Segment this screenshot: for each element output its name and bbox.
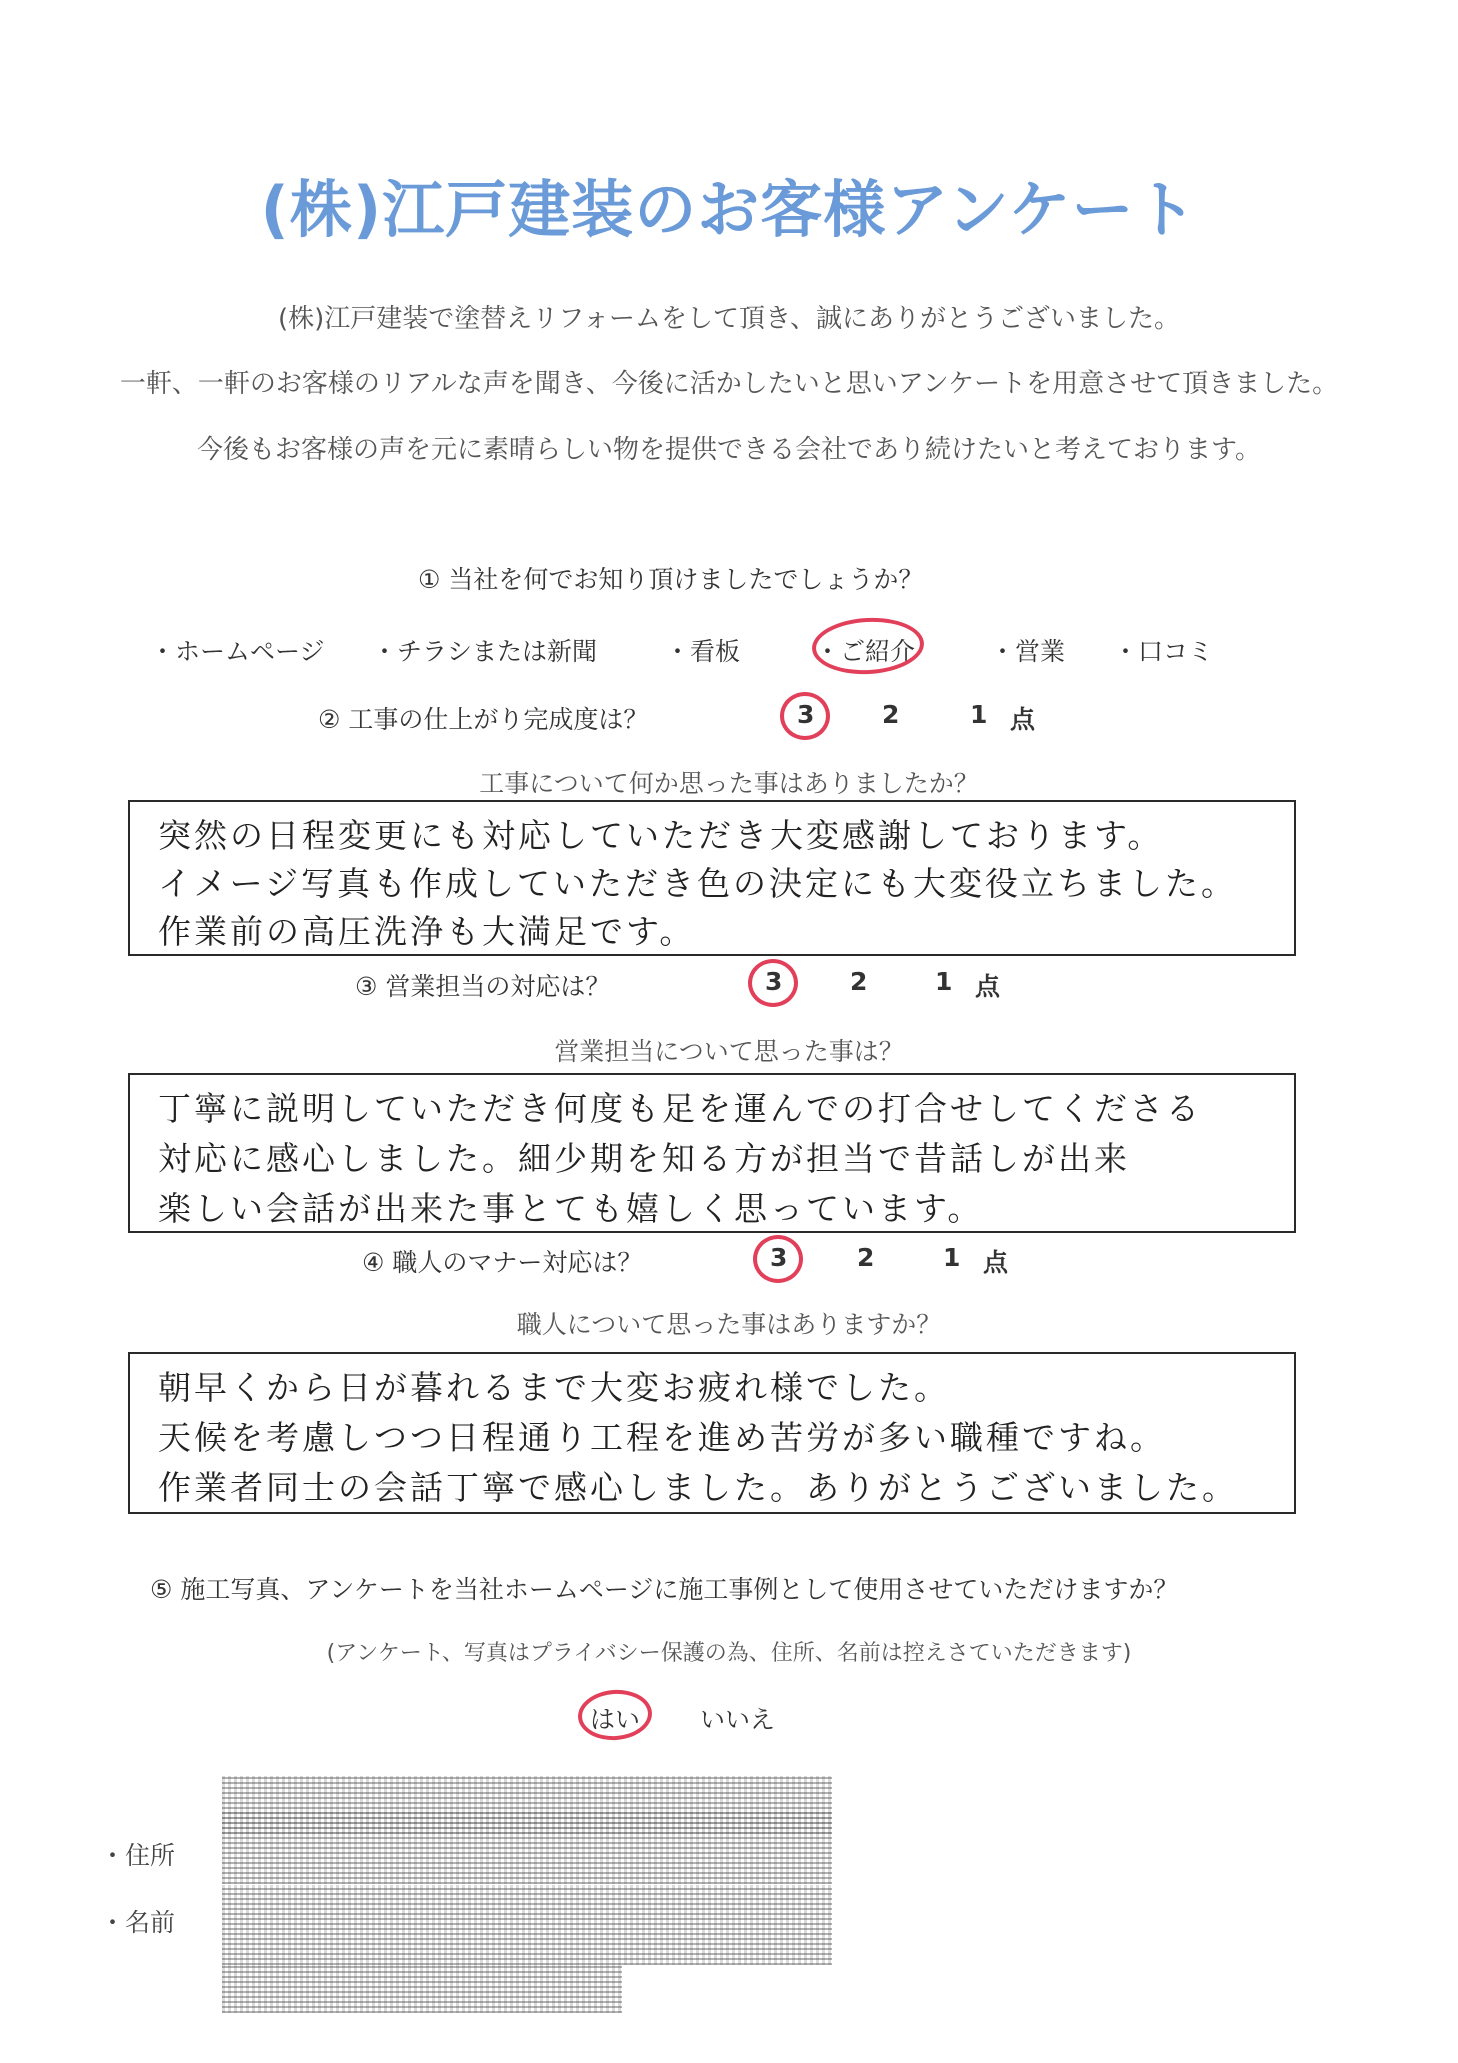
question-2-label: ② 工事の仕上がり完成度は？ [318, 705, 649, 734]
q3-selected-circle [748, 959, 798, 1007]
q3-comment-line-1: 丁寧に説明していただき何度も足を運んでの打合せしてくださる [158, 1089, 1202, 1128]
q4-comment-line-3: 作業者同士の会話丁寧で感心しました。ありがとうございました。 [158, 1468, 1238, 1507]
q5-option-yes[interactable]: はい [590, 1705, 641, 1734]
q2-comment-line-1: 突然の日程変更にも対応していただき大変感謝しております。 [158, 816, 1164, 855]
q4-comment-box [128, 1352, 1296, 1514]
q2-comment-line-2: イメージ写真も作成していただき色の決定にも大変役立ちました。 [158, 864, 1238, 903]
q3-comment-line-2: 対応に感心しました。細少期を知る方が担当で昔話しが出来 [158, 1139, 1130, 1178]
q4-selected-circle [753, 1235, 803, 1283]
q1-option-signboard[interactable]: ・看板 [665, 637, 741, 666]
q2-score-2[interactable]: 2 [882, 700, 900, 729]
intro-line-1: (株)江戸建装で塗替えリフォームをして頂き、誠にありがとうございました。 [278, 304, 1180, 334]
intro-line-3: 今後もお客様の声を元に素晴らしい物を提供できる会社であり続けたいと考えております。 [197, 435, 1261, 465]
q3-comment-line-3: 楽しい会話が出来た事とても嬉しく思っています。 [158, 1189, 984, 1228]
q4-unit: 点 [983, 1248, 1009, 1277]
survey-title: (株)江戸建装のお客様アンケート [260, 173, 1198, 246]
address-label: ・住所 [100, 1841, 176, 1870]
q2-comment-line-3: 作業前の高圧洗浄も大満足です。 [158, 912, 696, 951]
q4-comment-line-1: 朝早くから日が暮れるまで大変お疲れ様でした。 [158, 1368, 950, 1407]
question-1-label: ① 当社を何でお知り頂けましたでしょうか？ [418, 565, 924, 594]
question-5-label: ⑤ 施工写真、アンケートを当社ホームページに施工事例として使用させていただけますか？ [150, 1575, 1179, 1604]
q2-score-3[interactable]: 3 [797, 700, 815, 729]
q1-option-homepage[interactable]: ・ホームページ [150, 637, 325, 666]
q2-comment-prompt: 工事について何か思った事はありましたか？ [479, 769, 979, 798]
q4-comment-prompt: 職人について思った事はありますか？ [516, 1310, 942, 1339]
question-3-label: ③ 営業担当の対応は？ [355, 972, 611, 1001]
q5-selected-circle [576, 1687, 653, 1742]
q1-option-word-of-mouth[interactable]: ・口コミ [1113, 637, 1214, 666]
q2-unit: 点 [1010, 705, 1036, 734]
q4-comment-line-2: 天候を考慮しつつ日程通り工程を進め苦労が多い職種ですね。 [158, 1418, 1166, 1457]
q3-unit: 点 [975, 972, 1001, 1001]
question-4-label: ④ 職人のマナー対応は？ [362, 1248, 643, 1277]
q2-selected-circle [780, 692, 830, 740]
q2-score-1[interactable]: 1 [970, 700, 988, 729]
intro-line-2: 一軒、一軒のお客様のリアルな声を聞き、今後に活かしたいと思いアンケートを用意させて頂きました。 [119, 369, 1339, 399]
name-label: ・名前 [100, 1908, 176, 1937]
name-redacted [222, 1885, 832, 1965]
q3-score-3[interactable]: 3 [765, 967, 783, 996]
address-redacted [222, 1812, 832, 1884]
q4-score-1[interactable]: 1 [943, 1243, 961, 1272]
q5-option-no[interactable]: いいえ [700, 1705, 776, 1734]
q1-option-flyer[interactable]: ・チラシまたは新聞 [372, 637, 598, 666]
q1-option-sales[interactable]: ・営業 [990, 637, 1066, 666]
q3-score-1[interactable]: 1 [935, 967, 953, 996]
q4-score-3[interactable]: 3 [770, 1243, 788, 1272]
q4-score-2[interactable]: 2 [857, 1243, 875, 1272]
q1-option-referral[interactable]: ・ご紹介 [815, 637, 916, 666]
q3-comment-prompt: 営業担当について思った事は？ [554, 1037, 904, 1066]
redacted-block-bottom [222, 1965, 622, 2013]
q2-comment-box [128, 800, 1296, 956]
q3-score-2[interactable]: 2 [850, 967, 868, 996]
q3-comment-box [128, 1073, 1296, 1233]
q5-note: (アンケート、写真はプライバシー保護の為、住所、名前は控えさていただきます) [326, 1641, 1132, 1666]
